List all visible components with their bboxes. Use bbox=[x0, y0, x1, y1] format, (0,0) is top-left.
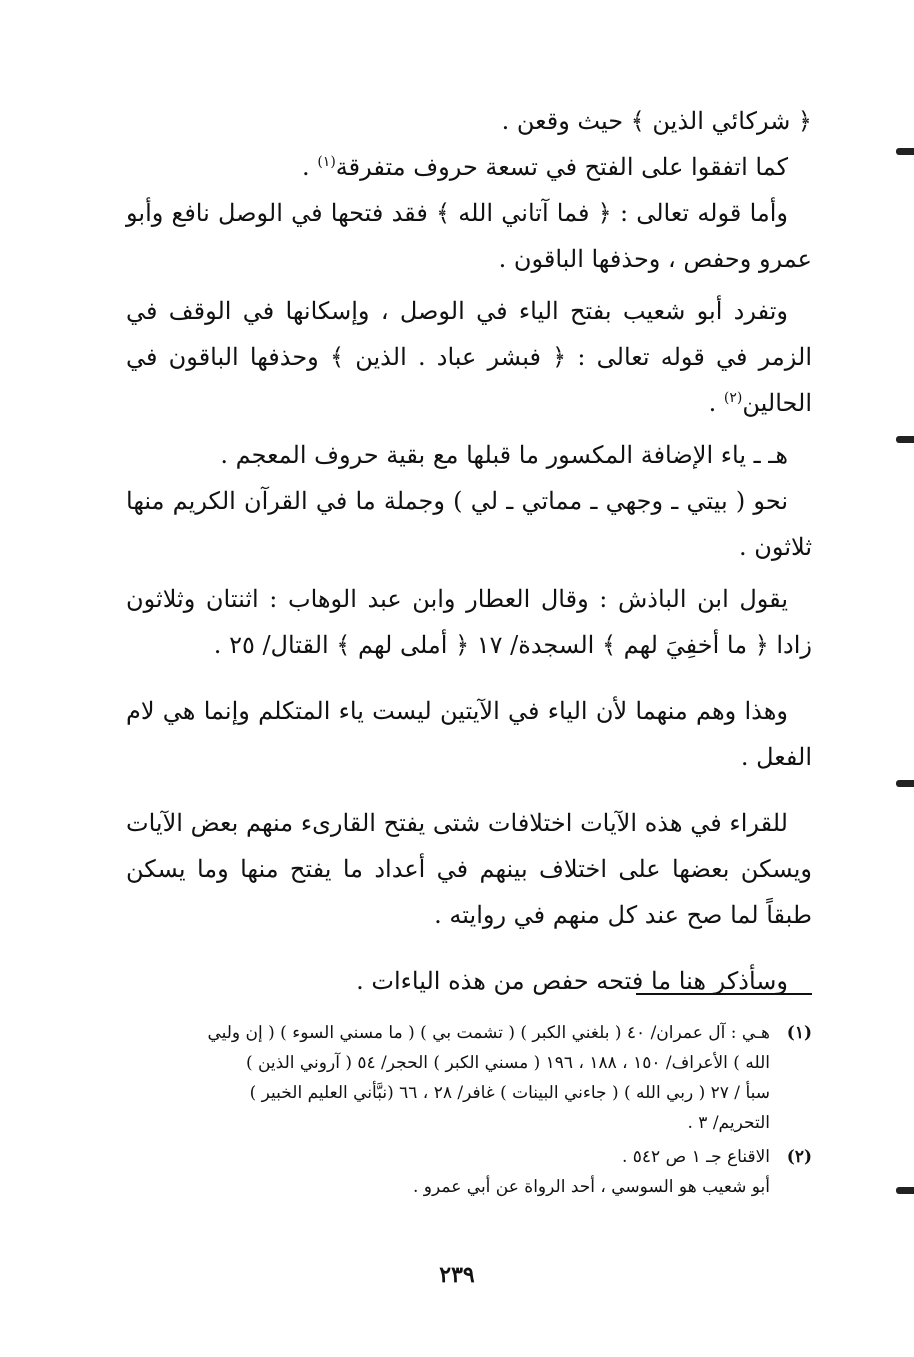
paragraph-4-text: وتفرد أبو شعيب بفتح الياء في الوصل ، وإسكانها في الوقف في الزمر في قوله تعالى : ﴿ فبشر عباد . الذين ﴾ وحذفها الباقون في الحالين bbox=[126, 297, 812, 417]
paragraph-3: وأما قوله تعالى : ﴿ فما آتاني الله ﴾ فقد فتحها في الوصل نافع وأبو عمرو وحفص ، وحذفها الباقون . bbox=[126, 199, 812, 273]
footnote-divider bbox=[636, 993, 812, 995]
paragraph-7: يقول ابن الباذش : وقال العطار وابن عبد الوهاب : اثنتان وثلاثون زادا ﴿ ما أخفِيَ لهم ﴾ السجدة/ ١٧ ﴿ أملى لهم ﴾ القتال/ ٢٥ . bbox=[126, 585, 812, 659]
paragraph-1: ﴿ شركائي الذين ﴾ حيث وقعن . bbox=[501, 107, 812, 135]
footnote-number: (٢) bbox=[786, 1147, 812, 1167]
footnote-line: الاقناع جـ ١ ص ٥٤٢ . bbox=[621, 1147, 770, 1167]
footnote-ref-1[interactable]: (١) bbox=[317, 154, 336, 170]
footnotes bbox=[126, 1018, 812, 1206]
paragraph-10: وسأذكر هنا ما فتحه حفص من هذه الياءات . bbox=[356, 967, 788, 995]
paragraph-2-period: . bbox=[302, 153, 310, 181]
paragraph-4-period: . bbox=[708, 389, 717, 417]
paragraph-2 bbox=[126, 144, 812, 190]
footnote-2 bbox=[126, 1142, 812, 1202]
paragraph-5: هـ ـ ياء الإضافة المكسور ما قبلها مع بقية حروف المعجم . bbox=[220, 441, 788, 469]
page-number: ٢٣٩ bbox=[439, 1262, 475, 1288]
footnote-body bbox=[126, 1142, 770, 1202]
footnote-line: هـي : آل عمران/ ٤٠ ( بلغني الكبر ) ( تشمت بي ) ( ما مسني السوء ) ( إن وليي bbox=[207, 1023, 770, 1043]
scan-edge-mark bbox=[896, 148, 914, 155]
paragraph-2-text: كما اتفقوا على الفتح في تسعة حروف متفرقة bbox=[335, 153, 788, 181]
footnote-line: الله ) الأعراف/ ١٥٠ ، ١٨٨ ، ١٩٦ ( مسني الكبر ) الحجر/ ٥٤ ( آروني الذين ) bbox=[245, 1053, 770, 1073]
footnote-body bbox=[126, 1018, 770, 1138]
footnote-line: سبأ / ٢٧ ( ربي الله ) ( جاءني البينات ) غافر/ ٢٨ ، ٦٦ (نبَّأني العليم الخبير ) bbox=[249, 1083, 770, 1103]
footnote-line: أبو شعيب هو السوسي ، أحد الرواة عن أبي عمرو . bbox=[413, 1177, 770, 1197]
paragraph-8: وهذا وهم منهما لأن الياء في الآيتين ليست ياء المتكلم وإنما هي لام الفعل . bbox=[126, 697, 812, 771]
main-text bbox=[126, 98, 812, 1004]
paragraph-9: للقراء في هذه الآيات اختلافات شتى يفتح القارىء منهم بعض الآيات ويسكن بعضها على اختلاف بينهم في أعداد ما يفتح منها وما يسكن طبقاً لما صح عند كل منهم في روايته . bbox=[126, 809, 812, 929]
paragraph-6: نحو ( بيتي ـ وجهي ـ مماتي ـ لي ) وجملة ما في القرآن الكريم منها ثلاثون . bbox=[126, 487, 812, 561]
scan-edge-mark bbox=[896, 780, 914, 787]
footnote-ref-2[interactable]: (٢) bbox=[723, 390, 743, 406]
scan-edge-mark bbox=[896, 436, 914, 443]
footnote-1 bbox=[126, 1018, 812, 1138]
scan-edge-mark bbox=[896, 1187, 914, 1194]
paragraph-4 bbox=[126, 288, 812, 426]
footnote-line: التحريم/ ٣ . bbox=[687, 1113, 770, 1133]
footnote-number: (١) bbox=[786, 1023, 812, 1043]
